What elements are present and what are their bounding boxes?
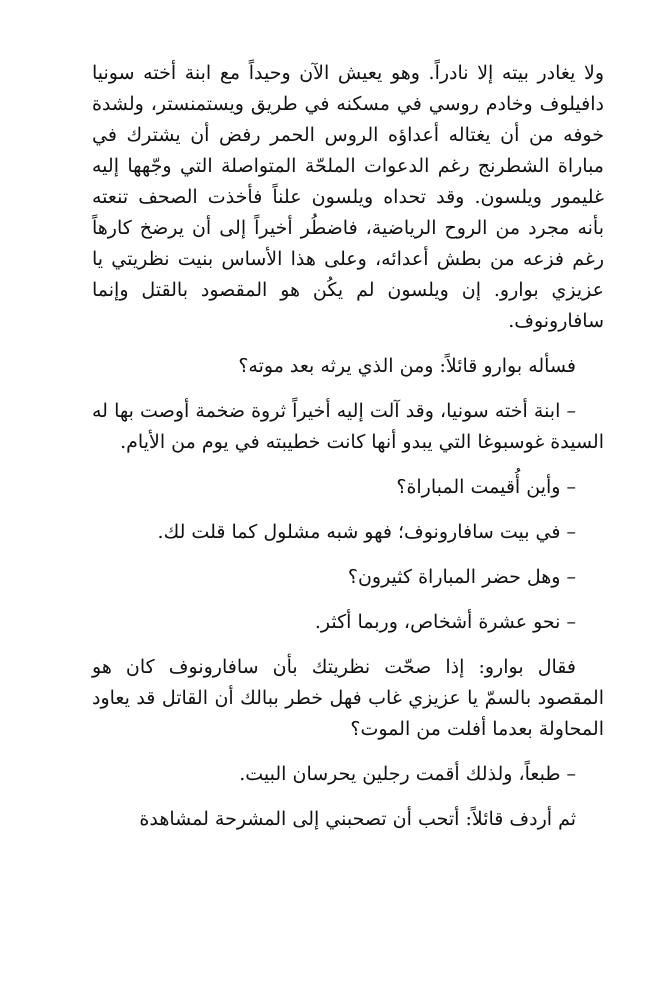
paragraph-morgue-invite: ثم أردف قائلاً: أتحب أن تصحبني إلى المشرحة لمشاهدة [139,808,576,830]
paragraph-answer-heir: – ابنة أخته سونيا، وقد آلت إليه أخيراً ثروة ضخمة أوصت بها له السيدة غوسبوغا التي يبدو أنها كانت خطيبته في يوم من الأيام. [92,400,604,453]
dialog-line-guards: – طبعاً، ولذلك أقمت رجلين يحرسان البيت. [239,763,576,785]
paragraph-narration: ولا يغادر بيته إلا نادراً. وهو يعيش الآن وحيداً مع ابنة أخته سونيا دافيلوف وخادم روسي في مسكنه في طريق ويستمنستر، ولشدة خوفه من أن يغتاله أعداؤه الروس الحمر رفض أن يشترك في مباراة الشطرنج رغم الدعوات الملحّة المتواصلة التي وجّهها إليه غليمور ويلسون. وقد تحداه ويلسون علناً فأخذت الصحف تنعته بأنه مجرد من الروح الرياضية، فاضطُر أخيراً إلى أن يرضخ كارهاً رغم فزعه من بطش أعدائه، وعلى هذا الأساس بنيت نظريتي يا عزيزي بوارو. إن ويلسون لم يكُن هو المقصود بالقتل وإنما سافارونوف. [92,62,604,332]
page-text [92,58,604,835]
paragraph-poirot-question: فسأله بوارو قائلاً: ومن الذي يرثه بعد موته؟ [238,355,576,377]
dialog-line-match-location: – وأين أُقيمت المباراة؟ [396,476,576,498]
dialog-line-ten-people: – نحو عشرة أشخاص، وربما أكثر. [314,611,576,633]
dialog-line-savaronoff-house: – في بيت سافارونوف؛ فهو شبه مشلول كما قلت لك. [157,521,576,543]
dialog-line-attendance: – وهل حضر المباراة كثيرون؟ [347,566,576,588]
paragraph-poirot-theory: فقال بوارو: إذا صحّت نظريتك بأن سافارونوف كان هو المقصود بالسمّ يا عزيزي غاب فهل خطر ببالك أن القاتل قد يعاود المحاولة بعدما أفلت من الموت؟ [92,656,604,740]
